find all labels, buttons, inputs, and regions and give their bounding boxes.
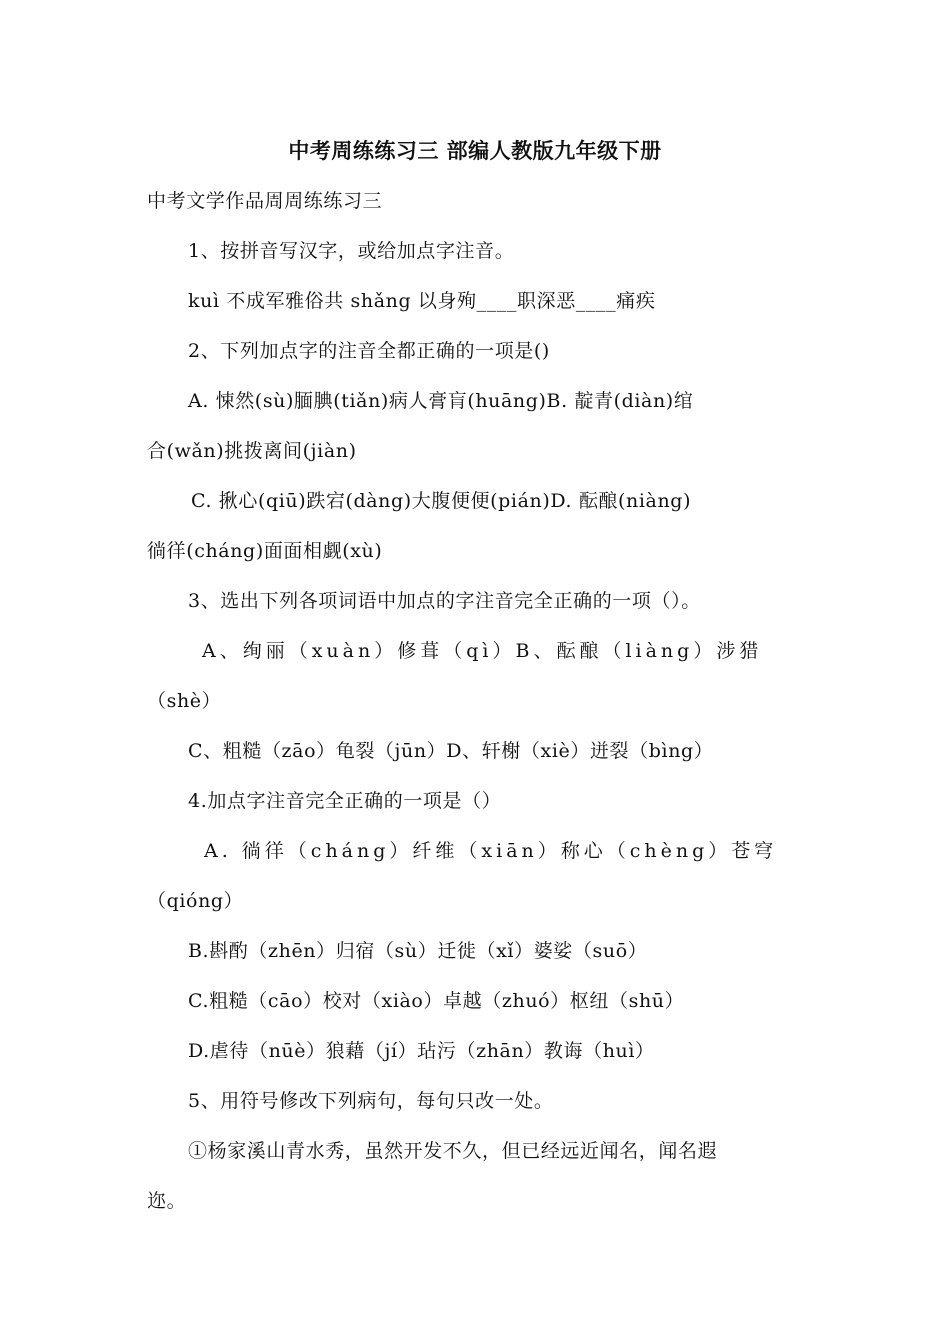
question-2-option-d-cont: 徜徉(cháng)面面相觑(xù) [147,540,383,562]
question-5-sentence-1-cont: 迩。 [147,1190,187,1212]
question-2-prompt: 2、下列加点字的注音全都正确的一项是() [188,340,550,362]
question-4-option-b: B.斟酌（zhēn）归宿（sù）迁徙（xǐ）婆娑（suō） [188,940,648,962]
question-3-option-ab: A、绚丽（xuàn）修葺（qì）B、酝酿（liàng）涉猎 [202,640,763,662]
question-1-items: kuì 不成军雅俗共 shǎng 以身殉____职深恶____痛疾 [188,290,656,312]
question-5-prompt: 5、用符号修改下列病句，每句只改一处。 [188,1090,554,1112]
question-3-option-cd: C、粗糙（zāo）龟裂（jūn）D、轩榭（xiè）迸裂（bìng） [188,740,714,762]
question-2-option-b-cont: 合(wǎn)挑拨离间(jiàn) [147,440,357,462]
question-4-option-a: A. 徜徉（cháng）纤维（xiān）称心（chèng）苍穹 [204,840,778,862]
question-4-option-a-cont: （qióng） [147,890,244,912]
question-5-sentence-1: ①杨家溪山青水秀，虽然开发不久，但已经远近闻名，闻名遐 [188,1140,718,1162]
question-2-option-ab: A. 悚然(sù)腼腆(tiǎn)病人膏肓(huāng)B. 靛青(diàn)绾 [188,390,694,412]
question-3-prompt: 3、选出下列各项词语中加点的字注音完全正确的一项（）。 [188,590,701,612]
question-1-prompt: 1、按拼音写汉字，或给加点字注音。 [188,240,515,262]
document-subtitle: 中考文学作品周周练练习三 [147,190,383,212]
question-4-option-d: D.虐待（nūè）狼藉（jí）玷污（zhān）教诲（huì） [188,1040,655,1062]
question-3-option-b-cont: （shè） [147,690,222,712]
question-4-option-c: C.粗糙（cāo）校对（xiào）卓越（zhuó）枢纽（shū） [188,990,685,1012]
question-4-prompt: 4.加点字注音完全正确的一项是（） [188,790,502,812]
document-title: 中考周练练习三 部编人教版九年级下册 [288,139,662,163]
question-2-option-cd: C. 揪心(qiū)跌宕(dàng)大腹便便(pián)D. 酝酿(niàng) [191,490,692,512]
